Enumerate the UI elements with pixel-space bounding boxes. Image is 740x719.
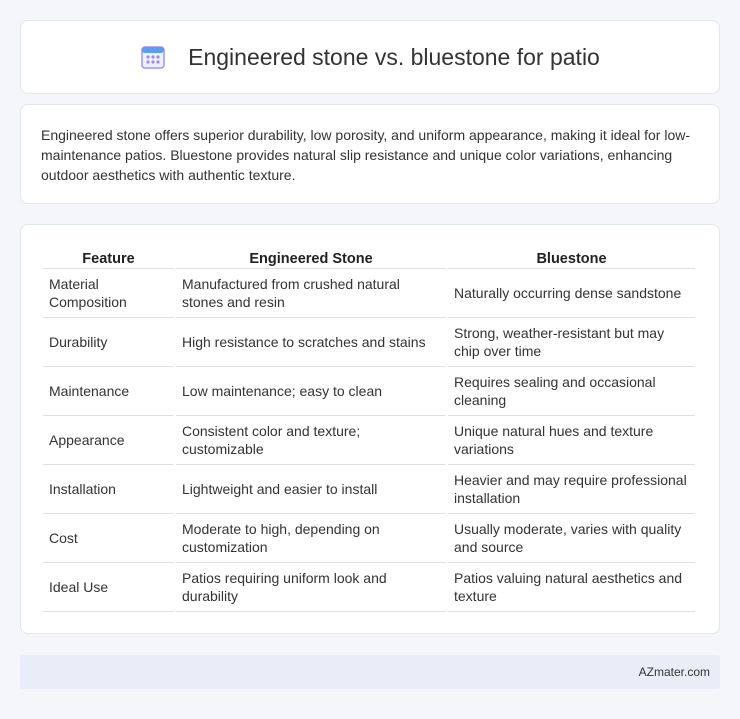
comparison-table	[41, 245, 697, 612]
bluestone-cell: Strong, weather-resistant but may chip over time	[448, 318, 695, 367]
table-header-row	[43, 245, 695, 269]
feature-cell: Appearance	[43, 416, 174, 465]
bluestone-cell: Unique natural hues and texture variations	[448, 416, 695, 465]
engineered-stone-cell: Moderate to high, depending on customization	[176, 514, 446, 563]
bluestone-cell: Naturally occurring dense sandstone	[448, 269, 695, 318]
engineered-stone-cell: Consistent color and texture; customizable	[176, 416, 446, 465]
feature-cell: Material Composition	[43, 269, 174, 318]
bluestone-cell: Patios valuing natural aesthetics and texture	[448, 563, 695, 612]
table-row	[43, 318, 695, 367]
feature-cell: Installation	[43, 465, 174, 514]
engineered-stone-cell: Low maintenance; easy to clean	[176, 367, 446, 416]
page-title: Engineered stone vs. bluestone for patio	[188, 43, 600, 70]
title-card	[20, 20, 720, 94]
engineered-stone-cell: Manufactured from crushed natural stones and resin	[176, 269, 446, 318]
comparison-table-card	[20, 224, 720, 634]
engineered-stone-cell: High resistance to scratches and stains	[176, 318, 446, 367]
feature-cell: Cost	[43, 514, 174, 563]
footer-bar	[20, 655, 720, 689]
table-row	[43, 514, 695, 563]
feature-cell: Maintenance	[43, 367, 174, 416]
header-engineered-stone: Engineered Stone	[176, 245, 446, 269]
header-feature: Feature	[43, 245, 174, 269]
header-bluestone: Bluestone	[448, 245, 695, 269]
bluestone-cell: Heavier and may require professional installation	[448, 465, 695, 514]
footer-brand: AZmater.com	[638, 665, 710, 679]
feature-cell: Ideal Use	[43, 563, 174, 612]
table-row	[43, 465, 695, 514]
engineered-stone-cell: Lightweight and easier to install	[176, 465, 446, 514]
bluestone-cell: Usually moderate, varies with quality and source	[448, 514, 695, 563]
intro-card	[20, 104, 720, 204]
intro-text: Engineered stone offers superior durability, low porosity, and uniform appearance, making it ideal for low-maintenance patios. Bluestone provides natural slip resistance and unique color variations, enhancing outdoor aesthetics with authentic texture.	[41, 127, 691, 183]
calendar-grid-icon	[140, 44, 166, 70]
bluestone-cell: Requires sealing and occasional cleaning	[448, 367, 695, 416]
table-row	[43, 563, 695, 612]
table-row	[43, 367, 695, 416]
feature-cell: Durability	[43, 318, 174, 367]
table-row	[43, 416, 695, 465]
engineered-stone-cell: Patios requiring uniform look and durability	[176, 563, 446, 612]
table-row	[43, 269, 695, 318]
